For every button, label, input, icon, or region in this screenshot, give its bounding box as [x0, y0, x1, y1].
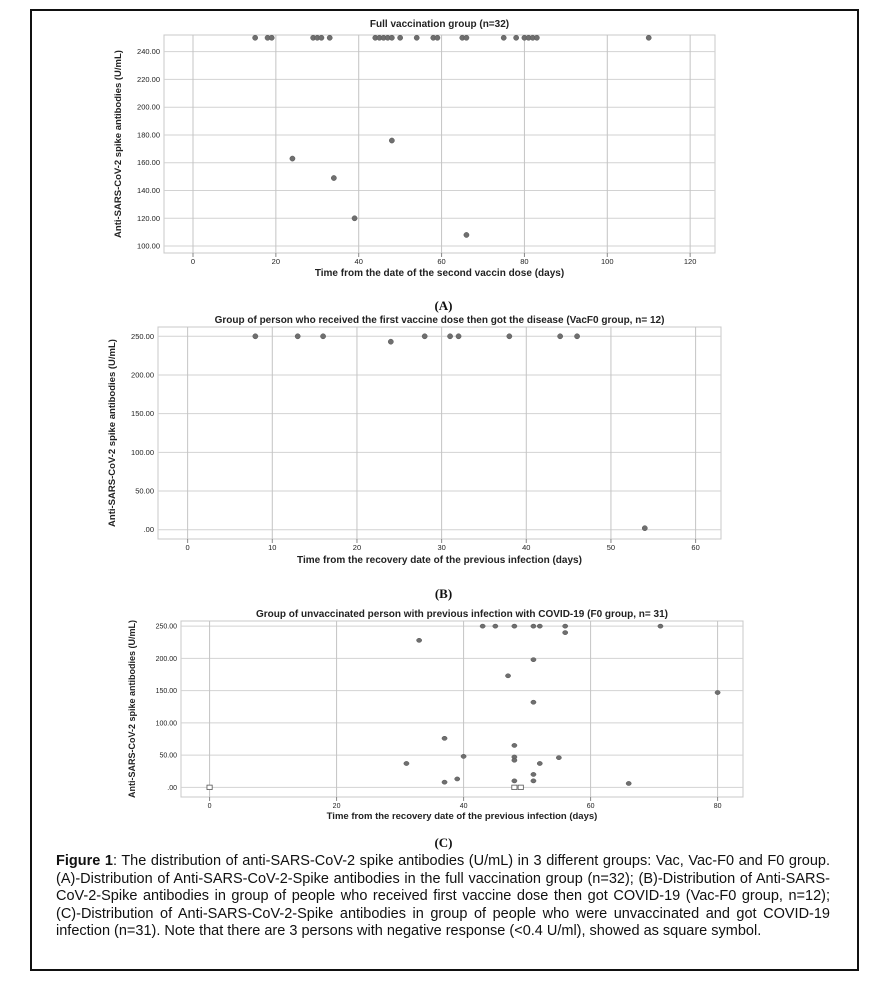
- x-tick-label: 0: [207, 803, 212, 810]
- data-point: [480, 624, 485, 628]
- data-point: [646, 35, 651, 40]
- data-point: [435, 35, 440, 40]
- data-point: [422, 334, 427, 339]
- data-point: [531, 658, 536, 662]
- negative-point: [518, 785, 523, 789]
- y-tick-label: 150.00: [131, 409, 154, 419]
- data-point: [253, 35, 258, 40]
- panel-a-letter: (A): [434, 298, 453, 313]
- data-point: [319, 35, 324, 40]
- x-tick-label: 50: [606, 543, 616, 552]
- data-point: [290, 156, 295, 161]
- data-point: [464, 232, 469, 237]
- data-point: [398, 35, 403, 40]
- data-point: [447, 334, 452, 339]
- x-tick-label: 10: [268, 543, 277, 552]
- y-tick-label: 250.00: [155, 623, 177, 631]
- panel-b-letter: (B): [434, 586, 453, 601]
- y-axis-label: Anti-SARS-CoV-2 spike antibodies (U/mL): [107, 339, 118, 527]
- y-tick-label: 160.00: [137, 158, 160, 168]
- data-point: [493, 624, 498, 628]
- x-tick-label: 0: [185, 543, 190, 552]
- data-point: [537, 761, 542, 765]
- y-tick-label: 120.00: [137, 213, 160, 223]
- data-point: [505, 674, 510, 678]
- data-point: [442, 780, 447, 784]
- y-tick-label: 200.00: [131, 370, 154, 380]
- plot-area: [181, 621, 743, 797]
- data-point: [512, 624, 517, 628]
- data-point: [389, 35, 394, 40]
- data-point: [455, 777, 460, 781]
- data-point: [512, 743, 517, 747]
- y-tick-label: 150.00: [155, 688, 177, 696]
- y-tick-label: .00: [167, 784, 177, 792]
- data-point: [537, 624, 542, 628]
- data-point: [456, 334, 461, 339]
- x-axis-label: Time from the recovery date of the previous infection (days): [326, 811, 598, 822]
- x-tick-label: 20: [271, 257, 281, 266]
- x-tick-label: 80: [713, 803, 722, 810]
- data-point: [269, 35, 274, 40]
- data-point: [442, 736, 447, 740]
- y-tick-label: .00: [143, 525, 154, 535]
- data-point: [512, 758, 517, 762]
- panel-b: [0, 310, 887, 585]
- x-tick-label: 40: [354, 257, 363, 266]
- y-tick-label: 100.00: [155, 720, 177, 728]
- y-tick-label: 250.00: [131, 331, 154, 341]
- x-tick-label: 0: [190, 257, 196, 266]
- data-point: [531, 779, 536, 783]
- data-point: [642, 526, 647, 531]
- x-tick-label: 20: [352, 543, 362, 552]
- data-point: [574, 334, 579, 339]
- panel-c-letter: (C): [434, 835, 453, 850]
- x-tick-label: 60: [437, 257, 446, 266]
- data-point: [715, 690, 720, 694]
- chart-b: [0, 310, 887, 585]
- panel-a: [0, 0, 887, 300]
- data-point: [404, 761, 409, 765]
- chart-title: Group of unvaccinated person with previous infection with COVID-19 (F0 group, n= 31): [256, 609, 668, 620]
- data-point: [531, 624, 536, 628]
- chart-c: [0, 603, 887, 839]
- data-point: [417, 638, 422, 642]
- data-point: [389, 138, 394, 143]
- x-axis-label: Time from the date of the second vaccin dose (days): [314, 268, 565, 279]
- data-point: [295, 334, 300, 339]
- x-tick-label: 20: [332, 803, 341, 810]
- data-point: [414, 35, 419, 40]
- caption-text: : The distribution of anti-SARS-CoV-2 spike antibodies (U/mL) in 3 different groups: Vac, Vac-F0 and F0 group. (A)-Distribution of Anti-SARS-CoV-2-Spike antibodies in the full vaccination group (n=32); (B)-Distribution of Anti-SARS-CoV-2-Spike antibodies in group of people who received first vaccine dose then got COVID-19 (Vac-F0 group, n=12); (C)-Distribution of Anti-SARS-CoV-2-Spike antibodies in group of people who were unvaccinated and got COVID-19 infection (n=31). Note that there are 3 persons with negative response (<0.4 U/ml), showed as square symbol.: [56, 853, 831, 939]
- y-tick-label: 100.00: [137, 241, 160, 251]
- data-point: [501, 35, 506, 40]
- data-point: [531, 700, 536, 704]
- y-tick-label: 200.00: [137, 102, 160, 112]
- y-tick-label: 220.00: [137, 74, 160, 84]
- y-tick-label: 180.00: [137, 130, 160, 140]
- y-tick-label: 240.00: [137, 47, 160, 57]
- data-point: [534, 35, 539, 40]
- caption-label: Figure 1: [56, 853, 113, 869]
- x-tick-label: 60: [586, 803, 595, 810]
- y-tick-label: 200.00: [155, 655, 177, 663]
- data-point: [388, 339, 393, 344]
- x-tick-label: 100: [601, 257, 614, 266]
- negative-point: [207, 785, 212, 789]
- figure-caption: [56, 853, 830, 941]
- y-tick-label: 140.00: [137, 186, 160, 196]
- x-tick-label: 30: [437, 543, 446, 552]
- panel-c: [0, 603, 887, 839]
- chart-title: Group of person who received the first vaccine dose then got the disease (VacF0 group, n= 12): [214, 315, 665, 326]
- data-point: [253, 334, 258, 339]
- chart-title: Full vaccination group (n=32): [369, 19, 510, 30]
- plot-area: [164, 35, 715, 253]
- x-tick-label: 40: [522, 543, 531, 552]
- data-point: [320, 334, 325, 339]
- plot-area: [158, 327, 721, 539]
- data-point: [464, 35, 469, 40]
- data-point: [514, 35, 519, 40]
- data-point: [556, 756, 561, 760]
- y-axis-label: Anti-SARS-CoV-2 spike antibodies (U/mL): [127, 619, 137, 799]
- data-point: [626, 781, 631, 785]
- data-point: [327, 35, 332, 40]
- x-axis-label: Time from the recovery date of the previous infection (days): [297, 555, 582, 566]
- data-point: [558, 334, 563, 339]
- data-point: [563, 631, 568, 635]
- data-point: [658, 624, 663, 628]
- data-point: [507, 334, 512, 339]
- y-tick-label: 50.00: [159, 752, 177, 760]
- x-tick-label: 40: [459, 803, 468, 810]
- y-tick-label: 100.00: [131, 447, 154, 457]
- data-point: [352, 216, 357, 221]
- chart-a: [0, 0, 887, 300]
- y-tick-label: 50.00: [135, 486, 154, 496]
- x-tick-label: 120: [683, 257, 697, 266]
- data-point: [461, 754, 466, 758]
- data-point: [531, 772, 536, 776]
- negative-point: [512, 785, 517, 789]
- x-tick-label: 80: [520, 257, 529, 266]
- data-point: [512, 779, 517, 783]
- data-point: [563, 624, 568, 628]
- y-axis-label: Anti-SARS-CoV-2 spike antibodies (U/mL): [113, 50, 124, 238]
- data-point: [331, 175, 336, 180]
- x-tick-label: 60: [691, 543, 700, 552]
